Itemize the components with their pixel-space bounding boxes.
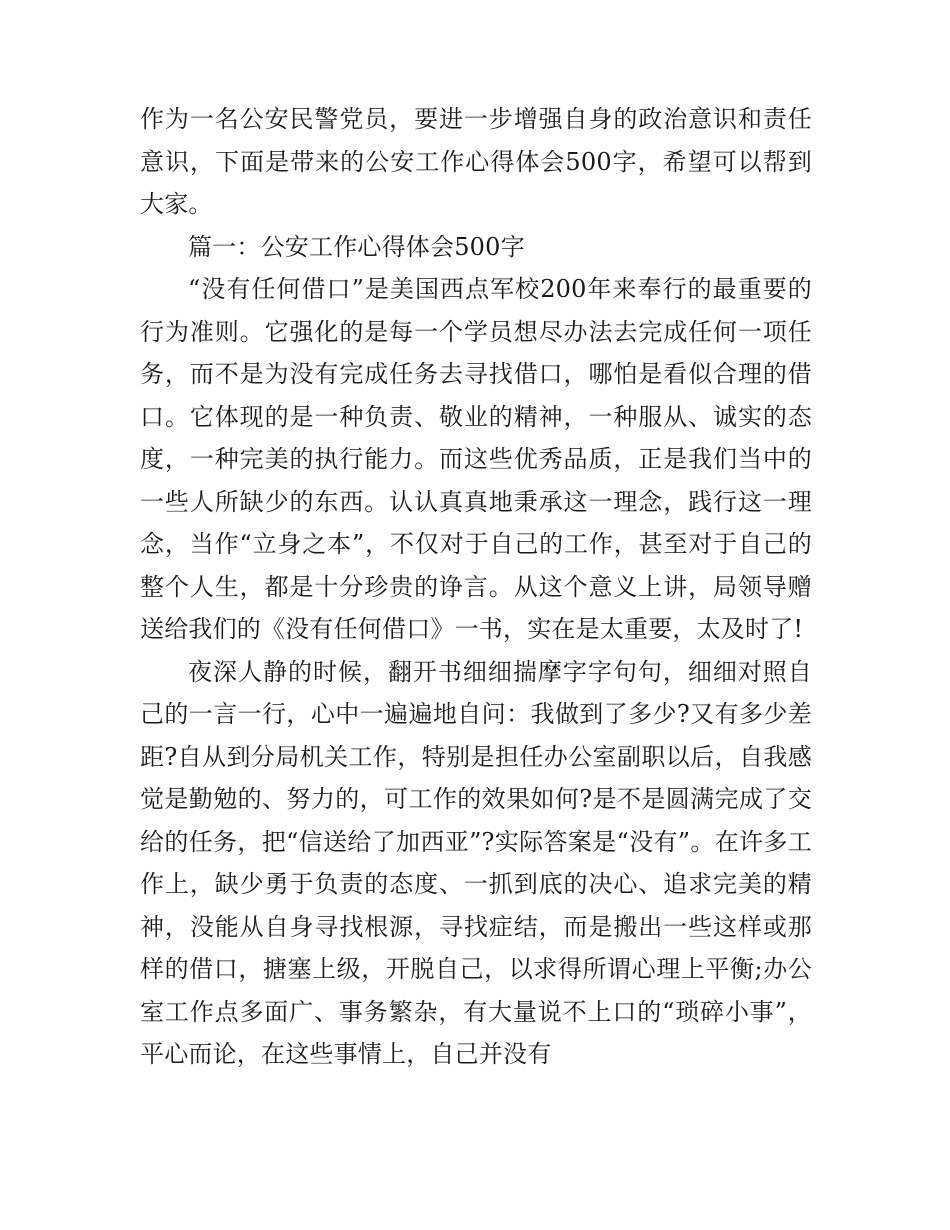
document-body: [140, 98, 812, 1076]
body-paragraph-1: “没有任何借口”是美国西点军校200年来奉行的最重要的行为准则。它强化的是每一个学员想尽办法去完成任何一项任务，而不是为没有完成任务去寻找借口，哪怕是看似合理的借口。它体现的是一种负责、敬业的精神，一种服从、诚实的态度，一种完美的执行能力。而这些优秀品质，正是我们当中的一些人所缺少的东西。认认真真地秉承这一理念，践行这一理念，当作“立身之本”，不仅对于自己的工作，甚至对于自己的整个人生，都是十分珍贵的诤言。从这个意义上讲，局领导赠送给我们的《没有任何借口》一书，实在是太重要，太及时了!: [140, 275, 812, 643]
section-heading: 篇一：公安工作心得体会500字: [188, 232, 525, 261]
intro-paragraph: 作为一名公安民警党员，要进一步增强自身的政治意识和责任意识，下面是带来的公安工作心得体会500字，希望可以帮到大家。: [140, 105, 812, 218]
body-paragraph-2: 夜深人静的时候，翻开书细细揣摩字字句句，细细对照自己的一言一行，心中一遍遍地自问：我做到了多少?又有多少差距?自从到分局机关工作，特别是担任办公室副职以后，自我感觉是勤勉的、努力的，可工作的效果如何?是不是圆满完成了交给的任务，把“信送给了加西亚”?实际答案是“没有”。在许多工作上，缺少勇于负责的态度、一抓到底的决心、追求完美的精神，没能从自身寻找根源，寻找症结，而是搬出一些这样或那样的借口，搪塞上级，开脱自己，以求得所谓心理上平衡;办公室工作点多面广、事务繁杂，有大量说不上口的“琐碎小事”，平心而论，在这些事情上，自己并没有: [140, 657, 812, 1068]
